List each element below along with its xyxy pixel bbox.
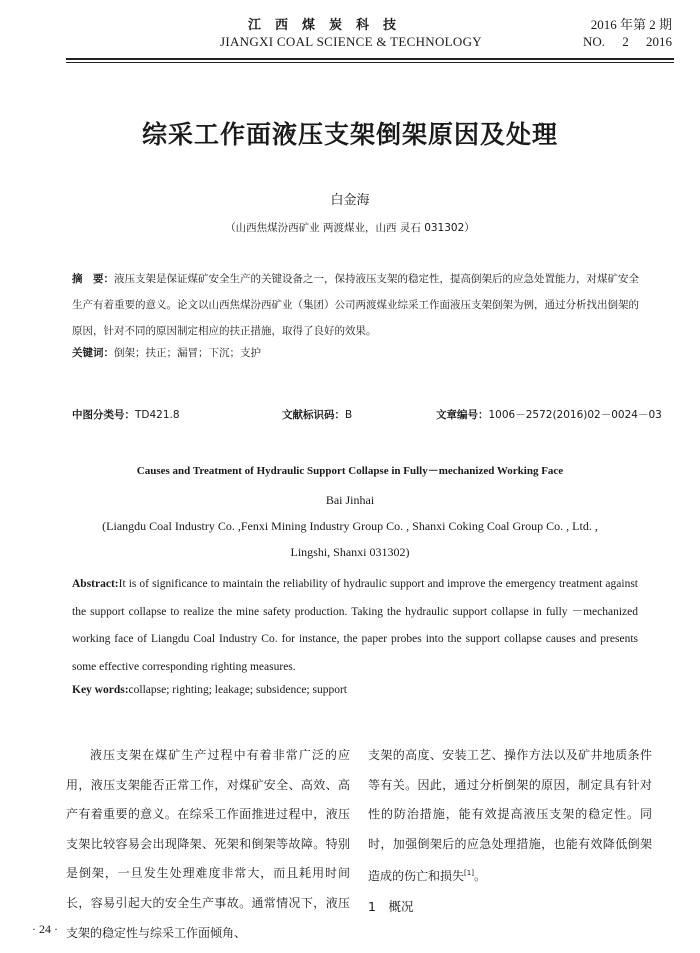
clc-number [72,407,180,422]
issue-date: 2016 年第 2 期 [590,17,672,32]
keywords-cn [72,345,261,360]
body-paragraph-text: 支架的高度、安装工艺、操作方法以及矿井地质条件等有关。因此，通过分析倒架的原因，制定具有针对性的防治措施，能有效提高液压支架的稳定性。同时，加强倒架后的应急处理措施，也能有效降低倒架造成的伤亡和损失 [368,748,652,884]
abstract-cn [72,266,640,344]
abstract-cn-text: 液压支架是保证煤矿安全生产的关键设备之一，保持液压支架的稳定性，提高倒架后的应急处置能力，对煤矿安全生产有着重要的意义。论文以山西焦煤汾西矿业（集团）公司两渡煤业综采工作面液压支架倒架为例，通过分析找出倒架的原因，针对不同的原因制定相应的扶正措施，取得了良好的效果。 [72,273,639,337]
clc-label: 中图分类号： [72,409,135,421]
keywords-en-label: Key words: [72,684,129,696]
citation-ref: [1] [464,869,474,878]
section-heading-overview: 1 概况 [368,898,414,914]
article-number-value: 1006－2572(2016)02－0024－03 [488,409,662,421]
issue-number: NO. 2 2016 [582,34,672,49]
author-en: Bai Jinhai [325,493,375,507]
journal-name-en: JIANGXI COAL SCIENCE & TECHNOLOGY [220,34,482,49]
body-column-right [368,741,652,922]
page-number: · 24 · [32,922,58,936]
body-paragraph-end: 。 [473,869,486,884]
affiliation-en-line1: (Liangdu Coal Industry Co. ,Fenxi Mining Industry Group Co. , Shanxi Coking Coal Group Co. , Ltd. , [102,519,598,533]
article-number [436,407,662,422]
document-code-value: B [345,409,353,421]
body-column-left [66,741,350,948]
keywords-en [72,684,347,696]
affiliation: （山西焦煤汾西矿业 两渡煤业，山西 灵石 031302） [225,222,475,234]
affiliation-en-line2: Lingshi, Shanxi 031302) [290,545,410,559]
keywords-cn-label: 关键词： [72,347,114,359]
journal-name-cn: 江西煤炭科技 [248,18,411,33]
body-paragraph: 液压支架在煤矿生产过程中有着非常广泛的应用，液压支架能否正常工作，对煤矿安全、高效、高产有着重要的意义。在综采工作面推进过程中，液压支架比较容易会出现降架、死架和倒架等故障。特别是倒架，一旦发生处理难度非常大，而且耗用时间长，容易引起大的安全生产事故。通常情况下，液压支架的稳定性与综采工作面倾角、 [66,748,350,940]
clc-value: TD421.8 [135,409,180,421]
keywords-en-text: collapse; righting; leakage; subsidence; support [128,684,347,696]
body-paragraph-continued [368,741,652,892]
author: 白金海 [330,193,370,208]
abstract-en [72,571,638,681]
keywords-cn-text: 倒架；扶正；漏冒；下沉；支护 [114,347,261,359]
article-number-label: 文章编号： [436,409,489,421]
header-rule [66,58,674,63]
paper-title: 综采工作面液压支架倒架原因及处理 [141,120,558,149]
abstract-en-label: Abstract: [72,578,119,590]
paper-title-en: Causes and Treatment of Hydraulic Support Collapse in Fully－mechanized Working Face [136,465,564,477]
abstract-cn-label: 摘 要： [72,273,114,285]
document-code-label: 文献标识码： [282,409,345,421]
document-code [282,407,352,422]
abstract-en-text: It is of significance to maintain the reliability of hydraulic support and improve the emergency treatment against the support collapse to realize the mine safety production. Taking the hydraulic support collapse in fully －mechanized working face of Liangdu Coal Industry Co. for instance, the paper probes into the support collapse causes and presents some effective corresponding righting measures. [72,578,638,673]
